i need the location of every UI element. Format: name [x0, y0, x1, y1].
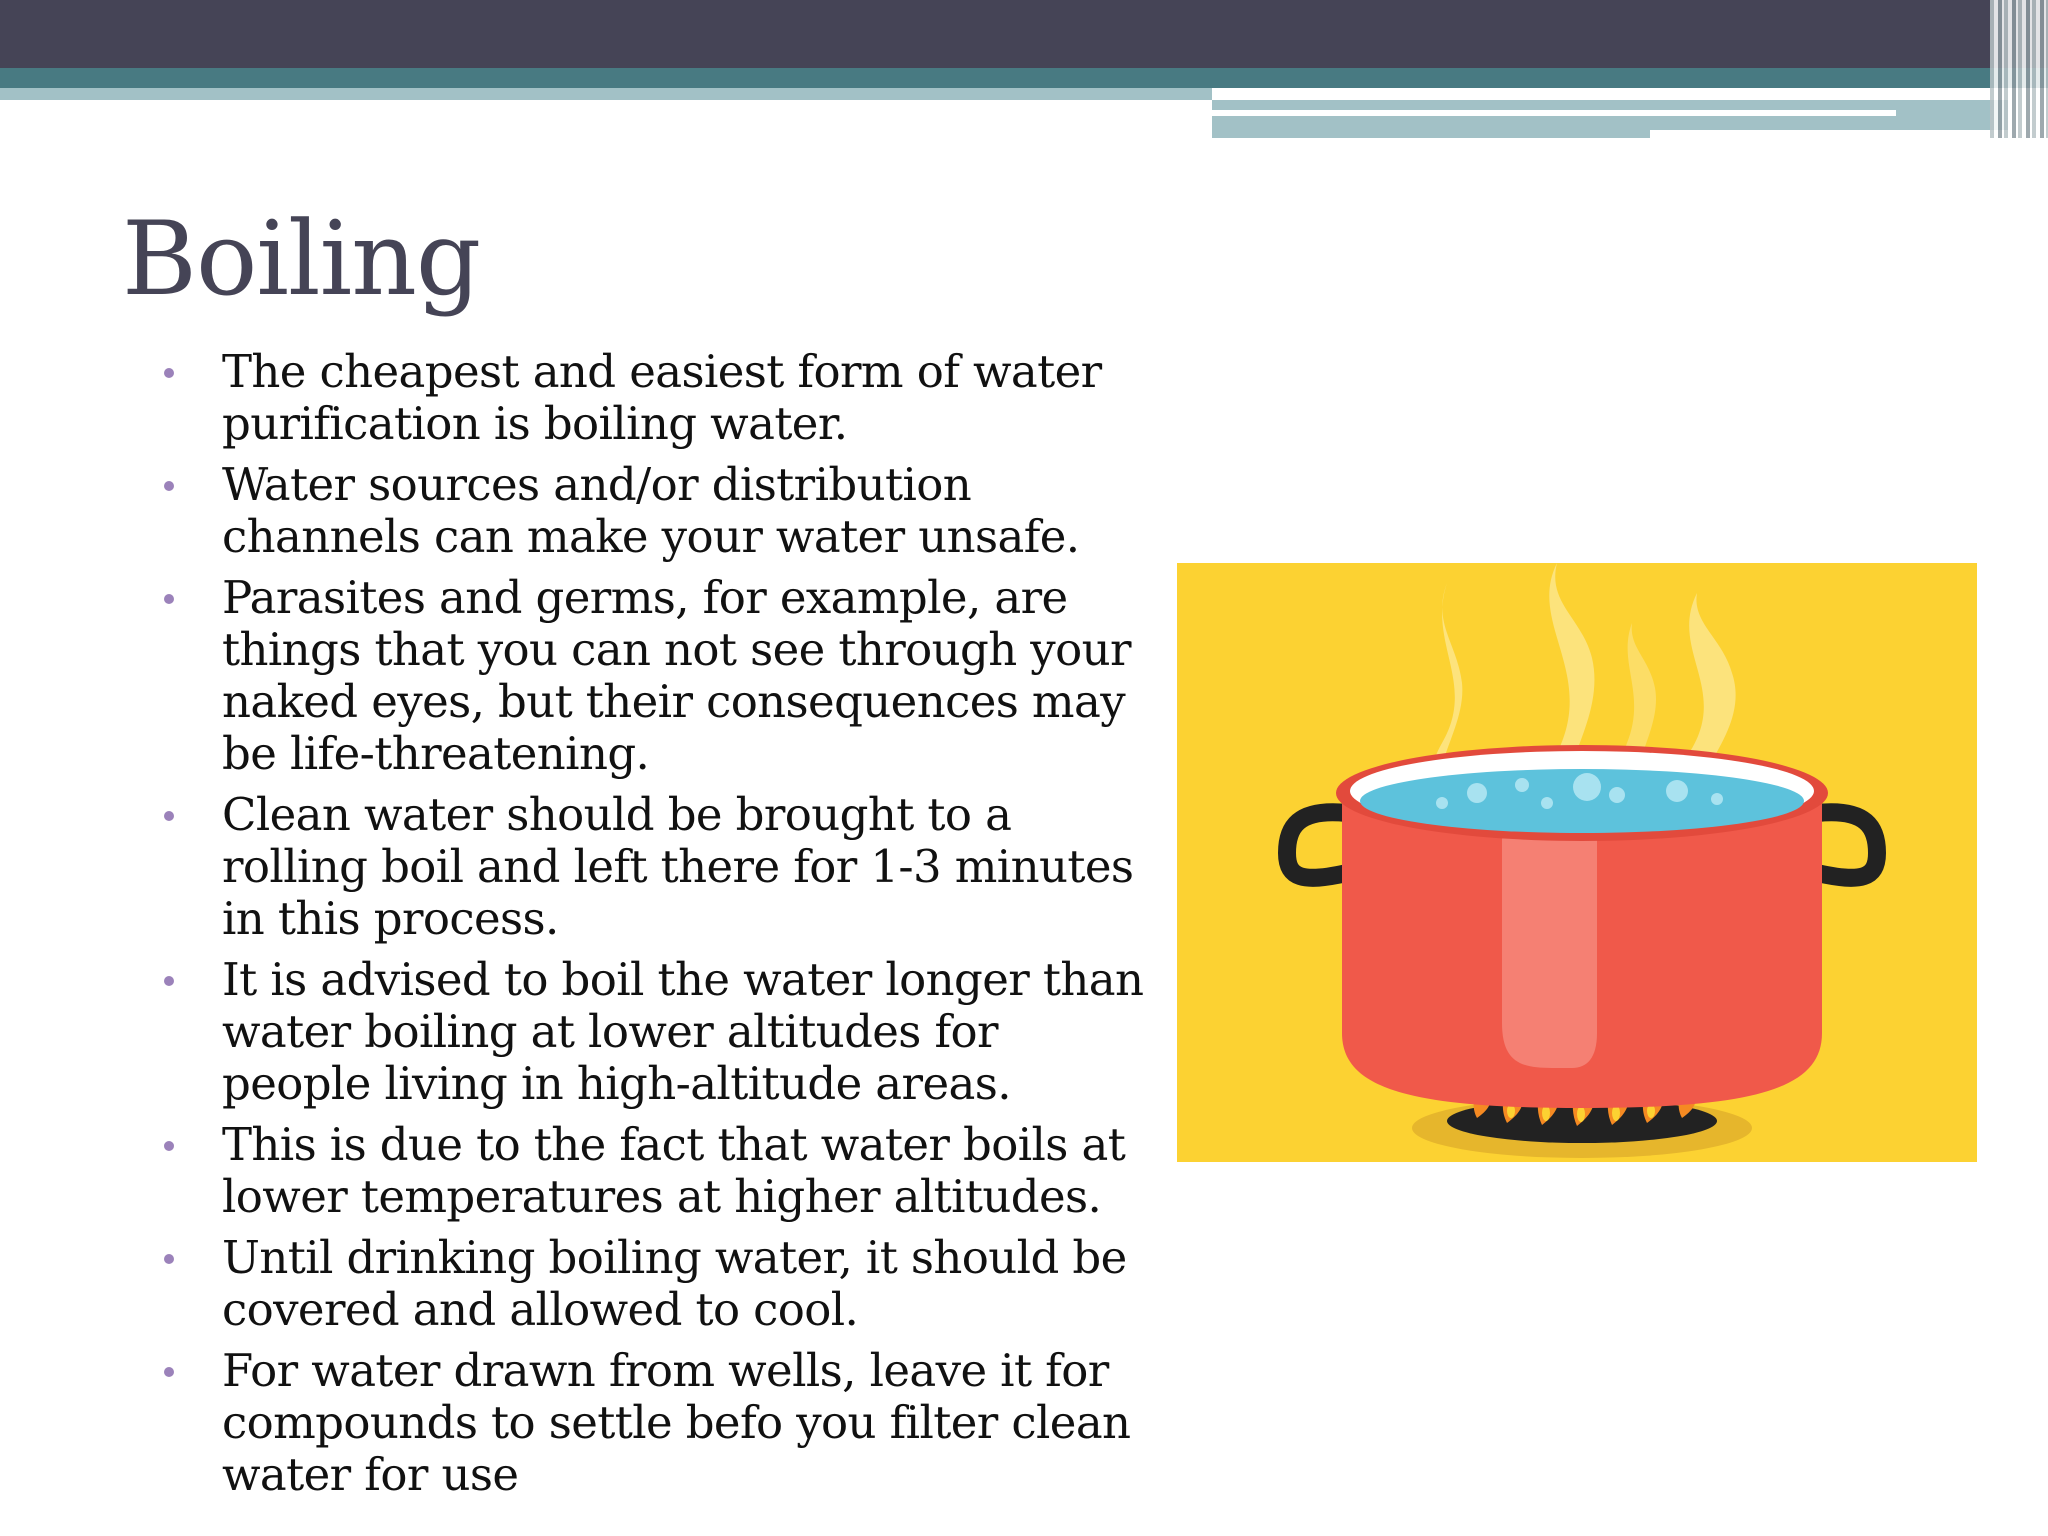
slide-title: Boiling [122, 200, 481, 319]
bullet-item [160, 1232, 1160, 1336]
bullet-text: Clean water should be brought to a rolling boil and left there for 1-3 minutes in this process. [222, 788, 1134, 945]
bullet-marker-icon [164, 594, 174, 604]
bullet-item [160, 346, 1160, 450]
bullet-item [160, 572, 1160, 780]
bullet-text: Parasites and germs, for example, are things that you can not see through your naked eyes, but their consequences may be life-threatening. [222, 571, 1131, 780]
bullet-marker-icon [164, 481, 174, 491]
bullet-item [160, 1119, 1160, 1223]
boiling-pot-illustration [1177, 563, 1977, 1162]
bullet-item [160, 1345, 1160, 1501]
header-accent-line [1212, 110, 1896, 116]
bullet-marker-icon [164, 1367, 174, 1377]
bullet-text: For water drawn from wells, leave it for compounds to settle befo you filter clean water for use [222, 1344, 1131, 1501]
bullet-marker-icon [164, 1141, 174, 1151]
bullet-item [160, 789, 1160, 945]
bullet-text: Until drinking boiling water, it should be covered and allowed to cool. [222, 1231, 1127, 1336]
bullet-item [160, 954, 1160, 1110]
header-band-light-left [0, 88, 1212, 100]
header-edge-stripes [1990, 0, 2048, 138]
bullet-text: Water sources and/or distribution channels can make your water unsafe. [222, 458, 1080, 563]
bullet-item [160, 459, 1160, 563]
bullet-text: This is due to the fact that water boils at lower temperatures at higher altitudes. [222, 1118, 1126, 1223]
bullet-marker-icon [164, 1254, 174, 1264]
bullet-list [160, 346, 1160, 1510]
bullet-marker-icon [164, 976, 174, 986]
bullet-marker-icon [164, 811, 174, 821]
header-band-dark [0, 0, 2048, 68]
boiling-pot-icon [1177, 563, 1977, 1162]
bullet-text: It is advised to boil the water longer than water boiling at lower altitudes for people living in high-altitude areas. [222, 953, 1144, 1110]
bullet-marker-icon [164, 368, 174, 378]
header-band-teal [0, 68, 2048, 88]
bullet-text: The cheapest and easiest form of water purification is boiling water. [222, 345, 1102, 450]
header-accent-line-short [1650, 130, 2008, 138]
